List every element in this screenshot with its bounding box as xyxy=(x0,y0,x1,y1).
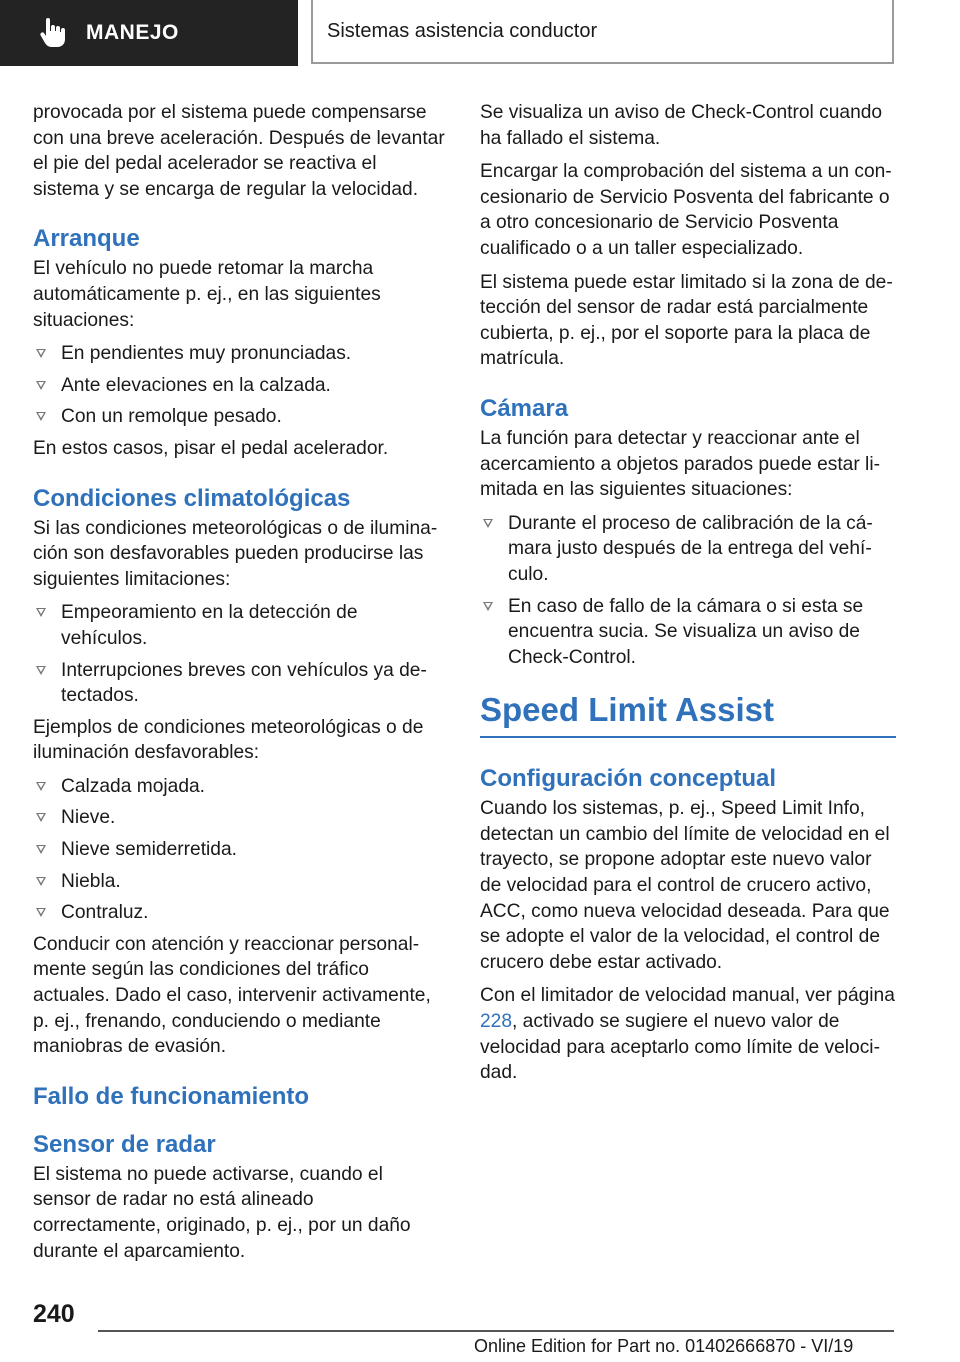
clima-list xyxy=(33,600,445,708)
check-control-text: Se visualiza un aviso de Check-Control cuando ha fallado el sistema. xyxy=(480,102,883,149)
page-link-228[interactable]: 228 xyxy=(480,1011,513,1033)
bullet-triangle-icon xyxy=(36,782,46,791)
heading-speed-limit-assist: Speed Limit Assist xyxy=(480,690,896,738)
section-title: Sistemas asistencia conductor xyxy=(327,19,598,42)
chapter-tab[interactable] xyxy=(0,0,298,66)
camara-text: La función para detectar y reaccionar ante el acercamiento a objetos parados puede estar limitada en las siguientes situaciones: xyxy=(480,427,880,501)
left-column xyxy=(33,100,445,1272)
list-item: En pendientes muy pronunciadas. xyxy=(33,341,445,367)
list-item: Interrupciones breves con vehículos ya detectados. xyxy=(33,658,445,709)
list-item: Ante elevaciones en la calzada. xyxy=(33,373,445,399)
intro-paragraph: provocada por el sistema puede compensarse con una breve aceleración. Después de levantar el pie del pedal acelerador se reactiva el sistema y se encarga de regular la velocidad. xyxy=(33,102,445,200)
chapter-label: MANEJO xyxy=(86,21,179,44)
section-title-box xyxy=(311,0,894,64)
bullet-triangle-icon xyxy=(36,908,46,917)
ejemplos-list xyxy=(33,774,445,926)
heading-camara: Cámara xyxy=(480,394,569,422)
heading-configuracion-conceptual: Configuración conceptual xyxy=(480,765,777,793)
edition-text: Online Edition for Part no. 01402666870 - VI/19 xyxy=(474,1336,854,1356)
bullet-triangle-icon xyxy=(36,813,46,822)
page-header xyxy=(0,0,960,66)
comprobacion-text: Encargar la comprobación del sistema a un concesionario de Servicio Posventa del fabricante o a otro concesionario de Servicio Posventa cualificado o a un taller especializado. xyxy=(480,161,892,259)
list-item: Niebla. xyxy=(33,869,445,895)
list-item: Calzada mojada. xyxy=(33,774,445,800)
arranque-after-text: En estos casos, pisar el pedal acelerador. xyxy=(33,437,389,459)
bullet-triangle-icon xyxy=(36,608,46,617)
list-item: Empeoramiento en la detección de vehículos. xyxy=(33,600,445,651)
bullet-triangle-icon xyxy=(36,381,46,390)
list-item: En caso de fallo de la cámara o si esta se encuentra sucia. Se visualiza un aviso de Check-Control. xyxy=(480,594,896,671)
conducir-text: Conducir con atención y reaccionar personalmente según las condiciones del tráfico actuales. Dado el caso, intervenir activamente, p. ej., frenando, conduciendo o mediante maniobras de evasión. xyxy=(33,933,431,1058)
clima-text: Si las condiciones meteorológicas o de iluminación son desfavorables pueden producirse las siguientes limitaciones: xyxy=(33,517,438,590)
heading-sensor-radar: Sensor de radar xyxy=(33,1130,216,1158)
list-item: Nieve semiderretida. xyxy=(33,837,445,863)
ejemplos-text: Ejemplos de condiciones meteorológicas o de iluminación desfavorables: xyxy=(33,716,424,764)
limitado-text: El sistema puede estar limitado si la zona de detección del sensor de radar está parcialmente cubierta, p. ej., por el soporte para la placa de matrícula. xyxy=(480,271,893,370)
list-item: Contraluz. xyxy=(33,900,445,926)
bullet-triangle-icon xyxy=(36,877,46,886)
arranque-text: El vehículo no puede retomar la marcha automáticamente p. ej., en las siguientes situaciones: xyxy=(33,258,381,331)
bullet-triangle-icon xyxy=(36,412,46,421)
list-item: Nieve. xyxy=(33,805,445,831)
page-number: 240 xyxy=(33,1300,75,1328)
bullet-triangle-icon xyxy=(36,666,46,675)
bullet-triangle-icon xyxy=(483,602,493,611)
config-text: Cuando los sistemas, p. ej., Speed Limit Info, detectan un cambio del límite de velocidad en el trayecto, se propone adoptar este nuevo valor de velocidad para el control de crucero activo, ACC, como nueva velocidad deseada. Para que se adopte el valor de la velocidad, el control de crucero debe estar activado. xyxy=(480,798,890,973)
heading-fallo-funcionamiento: Fallo de funcionamiento xyxy=(33,1082,310,1110)
camara-list xyxy=(480,511,896,671)
bullet-triangle-icon xyxy=(36,845,46,854)
arranque-list xyxy=(33,341,445,430)
heading-condiciones-climatologicas: Condiciones climatológicas xyxy=(33,484,351,512)
hand-icon xyxy=(40,18,66,48)
radar-text: El sistema no puede activarse, cuando el sensor de radar no está alineado correctamente, originado, p. ej., por un daño durante el aparcamiento. xyxy=(33,1163,411,1262)
bullet-triangle-icon xyxy=(36,349,46,358)
bullet-triangle-icon xyxy=(483,519,493,528)
limitador-text: Con el limitador de velocidad manual, ver página 228, activado se sugiere el nuevo valor de velocidad para aceptarlo como límite de velocidad. xyxy=(480,985,895,1084)
right-column xyxy=(480,100,896,1094)
footer-divider xyxy=(98,1330,894,1332)
heading-arranque: Arranque xyxy=(33,225,140,253)
list-item: Con un remolque pesado. xyxy=(33,404,445,430)
list-item: Durante el proceso de calibración de la cámara justo después de la entrega del vehículo. xyxy=(480,511,896,588)
